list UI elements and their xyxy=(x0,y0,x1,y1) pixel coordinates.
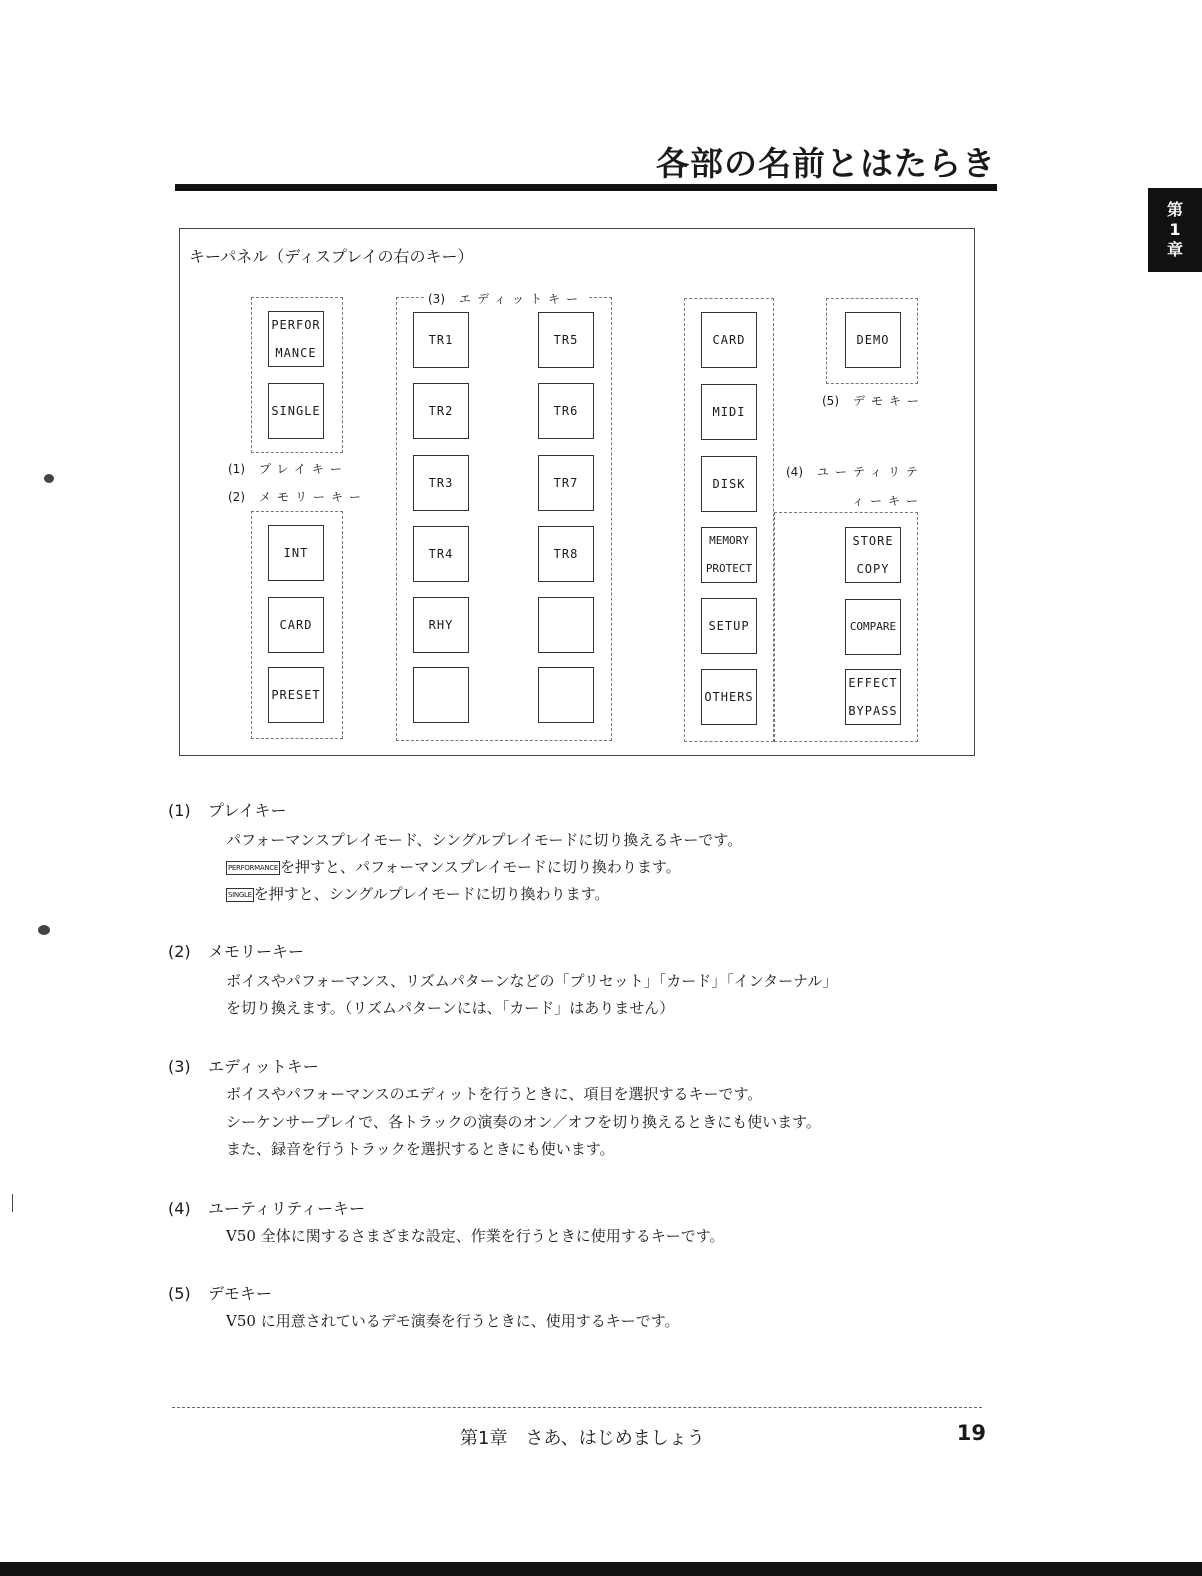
rhy-key[interactable]: RHY xyxy=(413,597,469,653)
blank-key[interactable] xyxy=(538,597,594,653)
utility-card-key[interactable]: CARD xyxy=(701,312,757,368)
disk-key[interactable]: DISK xyxy=(701,456,757,512)
chapter-tab-char: 1 xyxy=(1169,220,1181,239)
utility-key-label: (4) ユーティリテ xyxy=(786,465,924,479)
performance-key[interactable]: PERFOR MANCE xyxy=(268,311,324,367)
scan-speck xyxy=(38,925,50,935)
compare-key[interactable]: COMPARE xyxy=(845,599,901,655)
demo-key[interactable]: DEMO xyxy=(845,312,901,368)
section-text: ボイスやパフォーマンスのエディットを行うときに、項目を選択するキーです。 xyxy=(226,1085,763,1103)
effect-bypass-key[interactable]: EFFECT BYPASS xyxy=(845,669,901,725)
performance-key-symbol: PERFORMANCE xyxy=(226,861,280,875)
demo-key-label: (5) デモキー xyxy=(822,394,926,408)
memory-protect-key[interactable]: MEMORY PROTECT xyxy=(701,527,757,583)
utility-key-label-cont: ィーキー xyxy=(852,494,925,508)
section-text: を切り換えます。（リズムパターンには、「カード」はありません） xyxy=(226,999,675,1017)
card-key[interactable]: CARD xyxy=(268,597,324,653)
int-key[interactable]: INT xyxy=(268,525,324,581)
setup-key[interactable]: SETUP xyxy=(701,598,757,654)
single-key-symbol: SINGLE xyxy=(226,888,254,902)
play-key-label: (1) プレイキー xyxy=(228,462,348,476)
section-title: (4) ユーティリティーキー xyxy=(168,1199,366,1218)
chapter-tab-char: 第 xyxy=(1166,200,1183,219)
section-text: また、録音を行うトラックを選択するときにも使います。 xyxy=(226,1140,615,1158)
section-text: V50 に用意されているデモ演奏を行うときに、使用するキーです。 xyxy=(226,1312,680,1330)
scan-speck xyxy=(44,474,54,483)
preset-key[interactable]: PRESET xyxy=(268,667,324,723)
section-text: ボイスやパフォーマンス、リズムパターンなどの「プリセット」「カード」「インターナル」 xyxy=(226,972,838,990)
store-copy-key[interactable]: STORE COPY xyxy=(845,527,901,583)
tr6-key[interactable]: TR6 xyxy=(538,383,594,439)
tr5-key[interactable]: TR5 xyxy=(538,312,594,368)
section-text: シーケンサープレイで、各トラックの演奏のオン／オフを切り換えるときにも使います。 xyxy=(226,1113,821,1131)
section-title: (1) プレイキー xyxy=(168,801,287,820)
tr8-key[interactable]: TR8 xyxy=(538,526,594,582)
chapter-tab-char: 章 xyxy=(1166,240,1183,259)
tr7-key[interactable]: TR7 xyxy=(538,455,594,511)
section-text: PERFORMANCE を押すと、パフォーマンスプレイモードに切り換わります。 xyxy=(228,858,681,876)
section-text: SINGLE を押すと、シングルプレイモードに切り換わります。 xyxy=(228,885,610,903)
scan-speck xyxy=(12,1194,13,1212)
tr1-key[interactable]: TR1 xyxy=(413,312,469,368)
chapter-tab xyxy=(1148,188,1202,272)
others-key[interactable]: OTHERS xyxy=(701,669,757,725)
section-text: V50 全体に関するさまざまな設定、作業を行うときに使用するキーです。 xyxy=(226,1227,725,1245)
single-key[interactable]: SINGLE xyxy=(268,383,324,439)
section-title: (3) エディットキー xyxy=(168,1057,319,1076)
section-title: (2) メモリーキー xyxy=(168,942,305,961)
footer-chapter-text: 第1章 さあ、はじめましょう xyxy=(460,1428,705,1449)
blank-key[interactable] xyxy=(538,667,594,723)
tr2-key[interactable]: TR2 xyxy=(413,383,469,439)
footer-rule xyxy=(172,1407,982,1408)
edit-key-label: (3) エディットキー xyxy=(424,290,588,307)
memory-key-label: (2) メモリーキー xyxy=(228,490,368,504)
blank-key[interactable] xyxy=(413,667,469,723)
section-title: (5) デモキー xyxy=(168,1284,273,1303)
heading-rule xyxy=(175,184,997,191)
tr3-key[interactable]: TR3 xyxy=(413,455,469,511)
page-heading: 各部の名前とはたらき xyxy=(656,144,996,183)
section-text: パフォーマンスプレイモード、シングルプレイモードに切り換えるキーです。 xyxy=(226,831,743,849)
midi-key[interactable]: MIDI xyxy=(701,384,757,440)
scan-bottom-edge xyxy=(0,1562,1202,1576)
panel-title: キーパネル（ディスプレイの右のキー） xyxy=(189,247,474,266)
page-number: 19 xyxy=(956,1421,986,1445)
tr4-key[interactable]: TR4 xyxy=(413,526,469,582)
